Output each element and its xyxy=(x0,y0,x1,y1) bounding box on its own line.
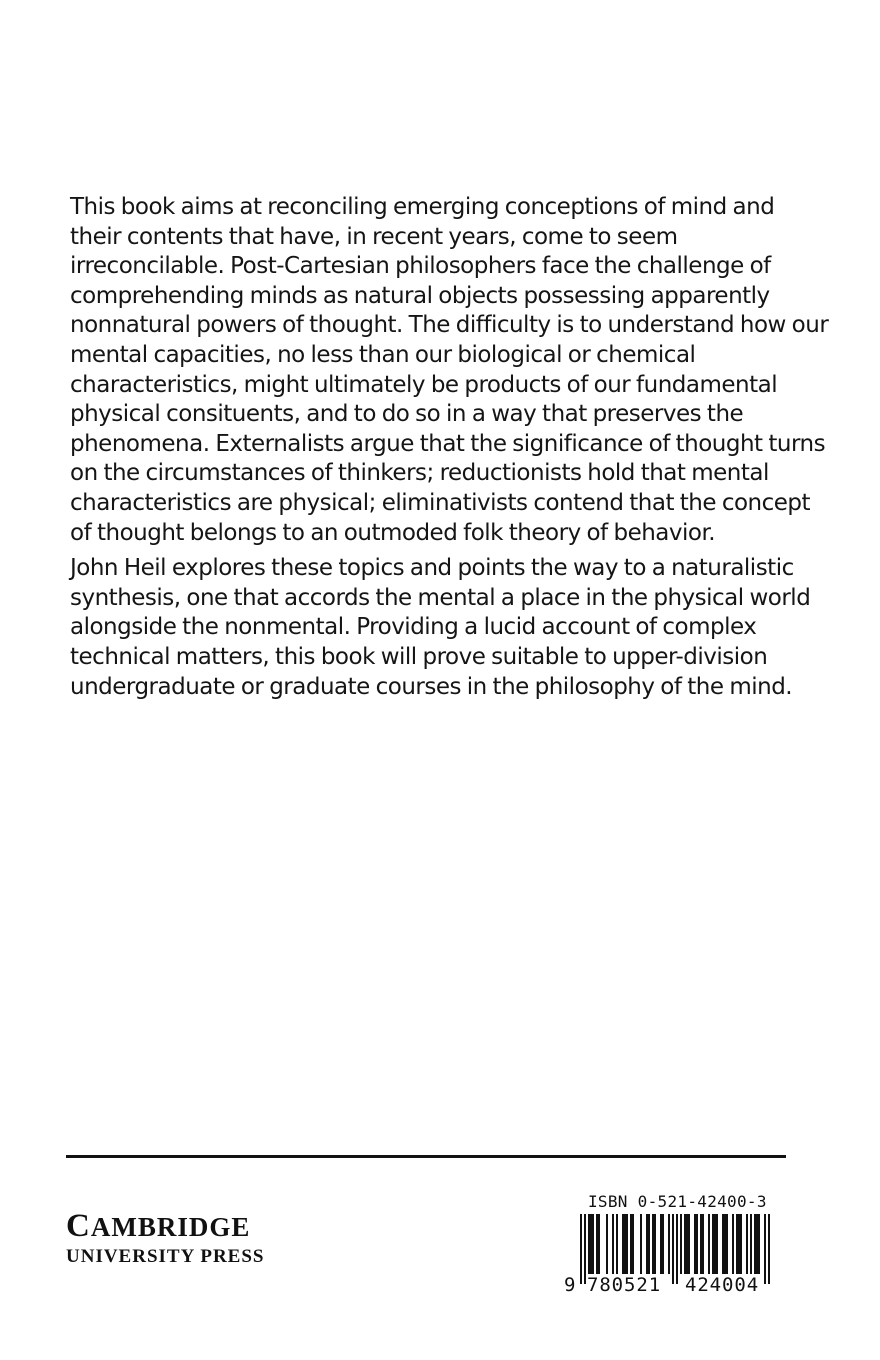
barcode-bar xyxy=(654,1214,656,1274)
barcode-bar xyxy=(738,1214,740,1274)
barcode-bar xyxy=(662,1214,664,1274)
barcode-bar xyxy=(724,1214,726,1274)
barcode-bar xyxy=(696,1214,698,1274)
barcode-digits-right: 424004 xyxy=(685,1274,760,1296)
barcode-bar xyxy=(640,1214,642,1274)
barcode-digit-first: 9 xyxy=(564,1274,576,1296)
isbn-label: ISBN 0-521-42400-3 xyxy=(588,1192,767,1211)
barcode-bar xyxy=(746,1214,748,1274)
barcode-bar xyxy=(612,1214,614,1274)
barcode-bar xyxy=(736,1214,738,1274)
barcode-bar xyxy=(596,1214,598,1274)
barcode-bar xyxy=(702,1214,704,1274)
barcode-bar xyxy=(756,1214,758,1274)
barcode-bar xyxy=(740,1214,742,1274)
barcode-bar xyxy=(646,1214,648,1274)
publisher-name-rest: AMBRIDGE xyxy=(90,1212,251,1242)
book-description xyxy=(70,193,830,708)
barcode-bar xyxy=(700,1214,702,1274)
barcode-bar xyxy=(632,1214,634,1274)
barcode-bar xyxy=(712,1214,714,1274)
barcode-bar xyxy=(688,1214,690,1274)
publisher-name xyxy=(66,1208,265,1245)
description-paragraph-1: This book aims at reconciling emerging conceptions of mind and their contents that have, in recent years, come to seem irreconcilable. Post-Cartesian philosophers face the challenge of comprehending minds as natural objects possessing apparently nonnatural powers of thought. The difficulty is to understand how our mental capacities, no less than our biological or chemical characteristics, might ultimately be products of our fundamental physical consituents, and to do so in a way that preserves the phenomena. Externalists argue that the significance of thought turns on the circumstances of thinkers; reductionists hold that mental characteristics are physical; eliminativists contend that the concept of thought belongs to an outmoded folk theory of behavior. xyxy=(70,194,829,546)
barcode-bar xyxy=(708,1214,710,1274)
barcode-bar xyxy=(616,1214,618,1274)
barcode-bar xyxy=(750,1214,752,1274)
barcode-bar xyxy=(606,1214,608,1274)
barcode-bar xyxy=(726,1214,728,1274)
publisher-subtitle: UNIVERSITY PRESS xyxy=(66,1246,265,1267)
barcode-bar xyxy=(684,1214,686,1274)
barcode-bar xyxy=(652,1214,654,1274)
barcode-bar xyxy=(624,1214,626,1274)
barcode-bar xyxy=(722,1214,724,1274)
barcode-bar xyxy=(686,1214,688,1274)
barcode-bar xyxy=(758,1214,760,1274)
barcode-bar xyxy=(626,1214,628,1274)
barcode-digits-left: 780521 xyxy=(587,1274,662,1296)
horizontal-divider xyxy=(66,1155,786,1158)
barcode-bar xyxy=(592,1214,594,1274)
barcode-bar xyxy=(732,1214,734,1274)
barcode-bar xyxy=(714,1214,716,1274)
barcode-bar xyxy=(622,1214,624,1274)
publisher-name-initial: C xyxy=(66,1208,91,1244)
barcode-bar xyxy=(630,1214,632,1274)
barcode-bar xyxy=(660,1214,662,1274)
barcode-bar xyxy=(694,1214,696,1274)
barcode-bar xyxy=(680,1214,682,1274)
isbn-barcode-block xyxy=(562,1192,788,1304)
barcode-bar xyxy=(668,1214,670,1274)
barcode-bar xyxy=(716,1214,718,1274)
description-paragraph-2: John Heil explores these topics and points the way to a naturalistic synthesis, one that accords the mental a place in the physical world alongside the nonmental. Providing a lucid account of complex technical matters, this book will prove suitable to upper-division undergraduate or graduate courses in the philosophy of the mind. xyxy=(70,555,811,700)
barcode-bar xyxy=(648,1214,650,1274)
publisher-logo xyxy=(66,1208,265,1269)
barcode-bar xyxy=(754,1214,756,1274)
barcode-bar xyxy=(588,1214,590,1274)
barcode-digits xyxy=(562,1274,788,1298)
barcode-bar xyxy=(590,1214,592,1274)
barcode-bar xyxy=(598,1214,600,1274)
